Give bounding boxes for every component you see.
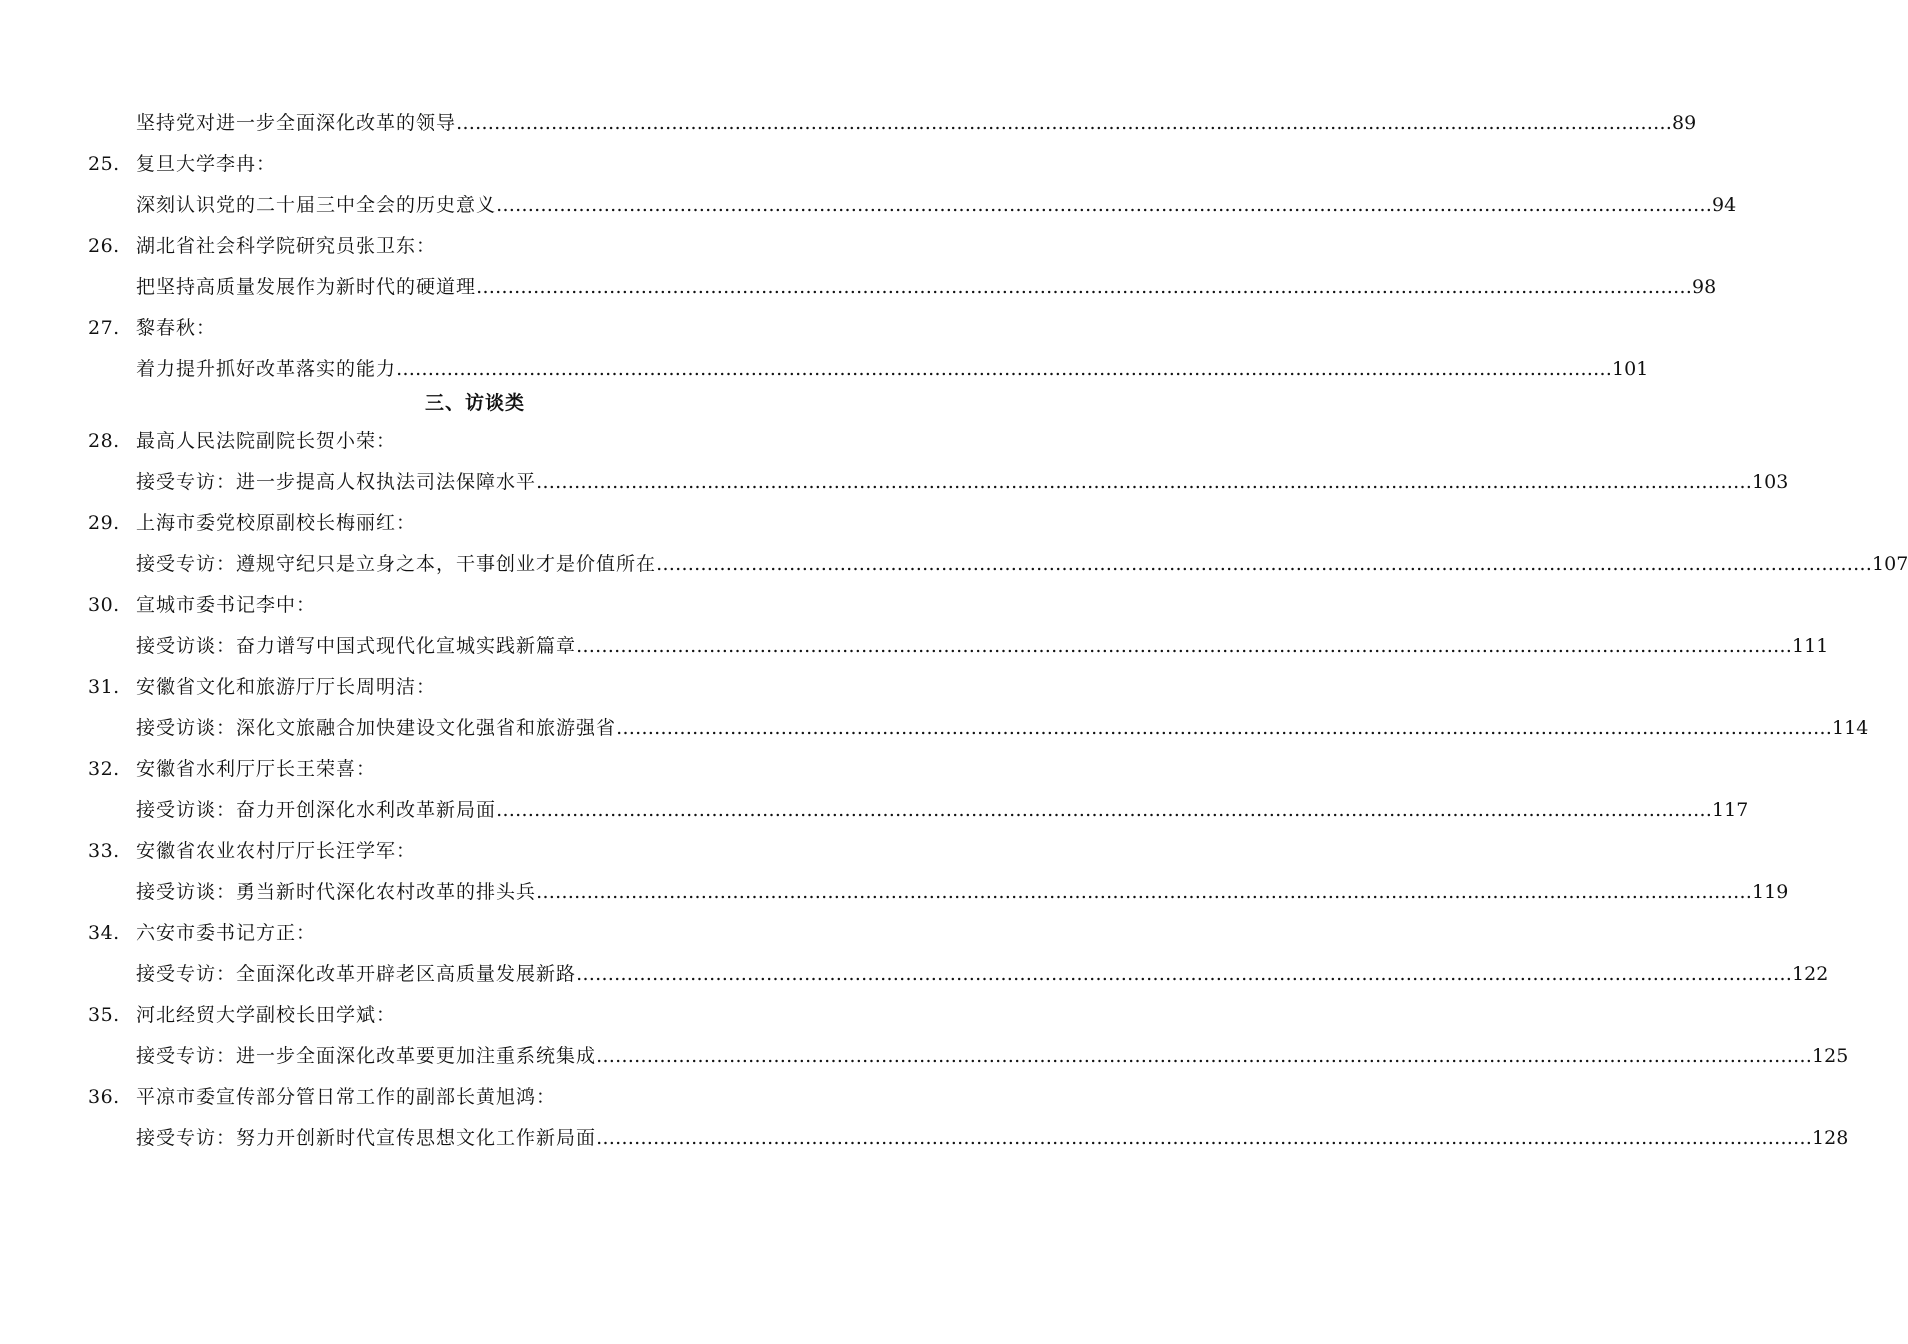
toc-entry [0,106,1697,140]
entry-heading: 河北经贸大学副校长田学斌： [136,1004,397,1026]
entry-title: 接受访谈：勇当新时代深化农村改革的排头兵 [136,881,537,903]
entry-number: 34. [88,922,120,944]
entry-number: 25. [88,153,120,175]
entry-title: 坚持党对进一步全面深化改革的领导 [136,112,457,134]
toc-heading-line [0,670,950,704]
entry-number: 32. [88,758,120,780]
dot-leader: ………………………………………………………………………………………………………………………………………………………………………… [536,881,1753,903]
toc-heading-line [0,229,950,263]
page-number: 111 [1792,635,1829,657]
entry-heading: 安徽省水利厅厅长王荣喜： [136,758,377,780]
toc-entry [0,352,1649,386]
page-number: 103 [1752,471,1789,493]
toc-entry [0,629,1829,663]
toc-entry [0,711,1869,745]
toc-entry [0,465,1789,499]
toc-entry-line [136,711,1869,745]
entry-title: 把坚持高质量发展作为新时代的硬道理 [136,276,477,298]
toc-entry [0,1039,1849,1073]
entry-title: 接受专访：努力开创新时代宣传思想文化工作新局面 [136,1127,597,1149]
toc-entry-line [136,547,1908,581]
toc-entry [0,1121,1849,1155]
entry-heading: 安徽省农业农村厅厅长汪学军： [136,840,417,862]
toc-heading-line [0,424,950,458]
entry-title: 接受专访：全面深化改革开辟老区高质量发展新路 [136,963,577,985]
toc-entry [0,188,1737,222]
toc-entry-line [136,188,1737,222]
dot-leader: ………………………………………………………………………………………………………………………………………………………………………… [576,963,1793,985]
dot-leader: ………………………………………………………………………………………………………………………………………………………………………… [576,635,1793,657]
dot-leader: ………………………………………………………………………………………………………………………………………………………………………… [596,1127,1813,1149]
toc-entry-line [136,352,1649,386]
entry-heading: 平凉市委宣传部分管日常工作的副部长黄旭鸿： [136,1086,557,1108]
toc-heading-line [0,506,950,540]
dot-leader: ………………………………………………………………………………………………………………………………………………………………………… [496,194,1713,216]
entry-number: 31. [88,676,120,698]
entry-heading: 上海市委党校原副校长梅丽红： [136,512,417,534]
section-title: 三、访谈类 [424,392,525,414]
dot-leader: ………………………………………………………………………………………………………………………………………………………………………… [456,112,1673,134]
toc-entry-line [136,106,1697,140]
toc-heading-line [0,916,950,950]
page-number: 101 [1612,358,1649,380]
entry-number: 36. [88,1086,120,1108]
toc-heading-line [0,834,950,868]
dot-leader: ………………………………………………………………………………………………………………………………………………………………………… [396,358,1613,380]
page-number: 117 [1712,799,1749,821]
toc-entry-line [136,629,1829,663]
page-number: 98 [1692,276,1717,298]
toc-entry-line [136,465,1789,499]
entry-number: 35. [88,1004,120,1026]
page-number: 107 [1872,553,1908,575]
entry-heading: 湖北省社会科学院研究员张卫东： [136,235,437,257]
entry-heading: 六安市委书记方正： [136,922,317,944]
entry-number: 28. [88,430,120,452]
page-number: 128 [1812,1127,1849,1149]
entry-title: 接受访谈：奋力谱写中国式现代化宣城实践新篇章 [136,635,577,657]
page-number: 122 [1792,963,1829,985]
entry-heading: 宣城市委书记李中： [136,594,317,616]
dot-leader: ………………………………………………………………………………………………………………………………………………………………………… [656,553,1873,575]
entry-title: 接受访谈：奋力开创深化水利改革新局面 [136,799,497,821]
dot-leader: ………………………………………………………………………………………………………………………………………………………………………… [596,1045,1813,1067]
entry-title: 着力提升抓好改革落实的能力 [136,358,397,380]
toc-heading-line [0,588,950,622]
dot-leader: ………………………………………………………………………………………………………………………………………………………………………… [496,799,1713,821]
toc-heading-line [0,1080,950,1114]
page-number: 89 [1672,112,1697,134]
toc-heading-line [0,998,950,1032]
toc-entry-line [136,270,1717,304]
toc-entry-line [136,793,1749,827]
toc-entry [0,270,1717,304]
toc-heading-line [0,752,950,786]
toc-entry [0,875,1789,909]
entry-number: 30. [88,594,120,616]
dot-leader: ………………………………………………………………………………………………………………………………………………………………………… [476,276,1693,298]
toc-entry-line [136,1121,1849,1155]
entry-number: 27. [88,317,120,339]
entry-number: 33. [88,840,120,862]
dot-leader: ………………………………………………………………………………………………………………………………………………………………………… [536,471,1753,493]
toc-heading-line [0,147,950,181]
toc-entry [0,793,1749,827]
toc-entry-line [136,957,1829,991]
page-number: 119 [1752,881,1789,903]
page-number: 125 [1812,1045,1849,1067]
entry-title: 接受专访：进一步全面深化改革要更加注重系统集成 [136,1045,597,1067]
entry-number: 29. [88,512,120,534]
entry-title: 深刻认识党的二十届三中全会的历史意义 [136,194,497,216]
toc-entry-line [136,1039,1849,1073]
entry-heading: 复旦大学李冉： [136,153,277,175]
page-number: 114 [1832,717,1869,739]
entry-heading: 安徽省文化和旅游厅厅长周明洁： [136,676,437,698]
entry-heading: 最高人民法院副院长贺小荣： [136,430,397,452]
toc-heading-line [0,311,950,345]
entry-title: 接受访谈：深化文旅融合加快建设文化强省和旅游强省 [136,717,617,739]
page-number: 94 [1712,194,1737,216]
entry-title: 接受专访：遵规守纪只是立身之本，干事创业才是价值所在 [136,553,657,575]
toc-entry [0,957,1829,991]
toc-entry [0,547,1908,581]
entry-heading: 黎春秋： [136,317,217,339]
dot-leader: ………………………………………………………………………………………………………………………………………………………………………… [616,717,1833,739]
entry-number: 26. [88,235,120,257]
entry-title: 接受专访：进一步提高人权执法司法保障水平 [136,471,537,493]
toc-entry-line [136,875,1789,909]
